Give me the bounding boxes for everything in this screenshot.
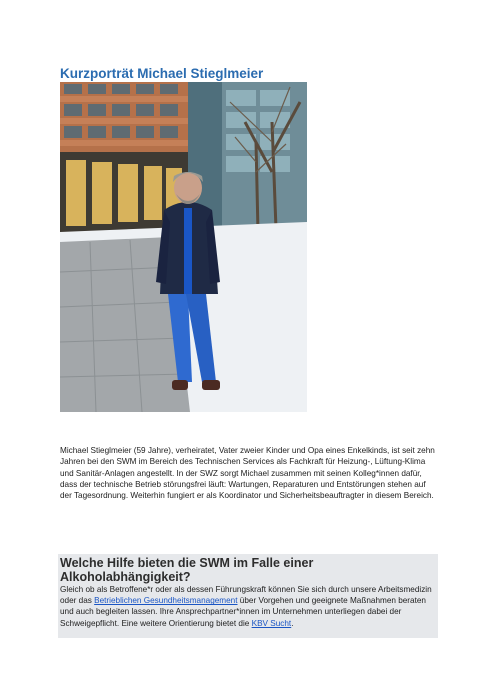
info-heading: Welche Hilfe bieten die SWM im Falle einer Alkoholabhängigkeit?: [60, 556, 314, 584]
link-kbv-sucht[interactable]: KBV Sucht: [251, 618, 292, 628]
page-title: Kurzporträt Michael Stieglmeier: [60, 66, 264, 81]
info-text-part2: über Vorgehen und geeignete Maßnahmen beraten und auch begleiten lassen. Ihre Ansprechpartner*innen im Unternehmen unterliegen dabei der Schweigepflicht. Eine weitere Orientierung bietet die: [60, 596, 426, 628]
info-text-part3: .: [291, 618, 294, 628]
info-paragraph: [60, 584, 436, 629]
portrait-photo: [60, 82, 307, 412]
info-text-part1: Gleich ob als Betroffene*r oder als dessen Führungskraft können Sie sich durch unsere Arbeitsmedizin oder das: [60, 585, 432, 606]
link-betriebliches-gesundheitsmanagement[interactable]: Betrieblichen Gesundheitsmanagement: [94, 596, 238, 606]
bio-paragraph: Michael Stieglmeier (59 Jahre), verheiratet, Vater zweier Kinder und Opa eines Enkelkinds, ist seit zehn Jahren bei den SWM im Bereich des Technischen Services als Fachkraft für Heizung-, Lüftung-Klima und Sanitär-Anlagen angestellt. In der SWZ sorgt Michael zusammen mit seinen Kolleg*innen dafür, dass der technische Betrieb störungsfrei läuft: Wartungen, Reparaturen und Entstörungen stehen auf der Tagesordnung. Weiterhin fungiert er als Koordinator und Sicherheitsbeauftragter in diesem Bereich.: [60, 446, 435, 501]
